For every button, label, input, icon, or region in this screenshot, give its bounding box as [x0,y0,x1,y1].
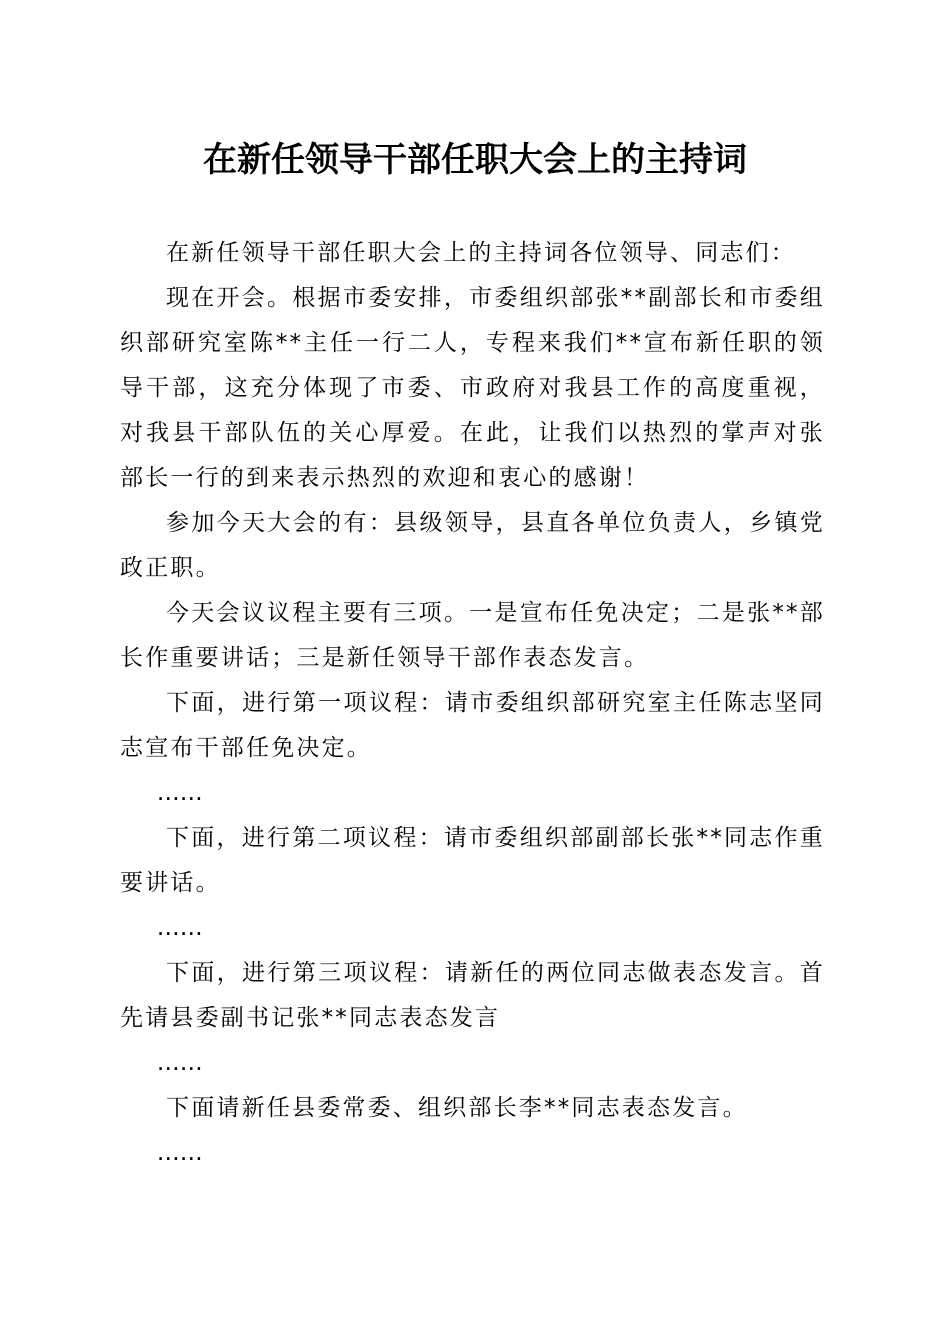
paragraph-item-two: 下面，进行第二项议程：请市委组织部副部长张**同志作重要讲话。 [120,825,825,896]
document-title: 在新任领导干部任职大会上的主持词 [203,140,747,180]
paragraph-item-one: 下面，进行第一项议程：请市委组织部研究室主任陈志坚同志宣布干部任免决定。 [120,690,825,761]
ellipsis-four: …… [156,1140,203,1166]
paragraph-attendees: 参加今天大会的有：县级领导，县直各单位负责人，乡镇党政正职。 [120,510,825,581]
ellipsis-two: …… [156,915,203,941]
document-body [120,231,825,1176]
ellipsis-three: …… [156,1050,203,1076]
paragraph-agenda: 今天会议议程主要有三项。一是宣布任免决定；二是张**部长作重要讲话；三是新任领导干部作表态发言。 [120,600,825,671]
paragraph-item-three: 下面，进行第三项议程：请新任的两位同志做表态发言。首先请县委副书记张**同志表态发言 [120,960,825,1031]
paragraph-opening: 现在开会。根据市委安排，市委组织部张**副部长和市委组织部研究室陈**主任一行二人，专程来我们**宣布新任职的领导干部，这充分体现了市委、市政府对我县工作的高度重视，对我县干部队伍的关心厚爱。在此，让我们以热烈的掌声对张部长一行的到来表示热烈的欢迎和衷心的感谢！ [120,285,825,491]
ellipsis-one: …… [156,780,203,806]
paragraph-greeting: 在新任领导干部任职大会上的主持词各位领导、同志们： [166,240,796,266]
paragraph-item-three-second: 下面请新任县委常委、组织部长李**同志表态发言。 [166,1095,748,1121]
